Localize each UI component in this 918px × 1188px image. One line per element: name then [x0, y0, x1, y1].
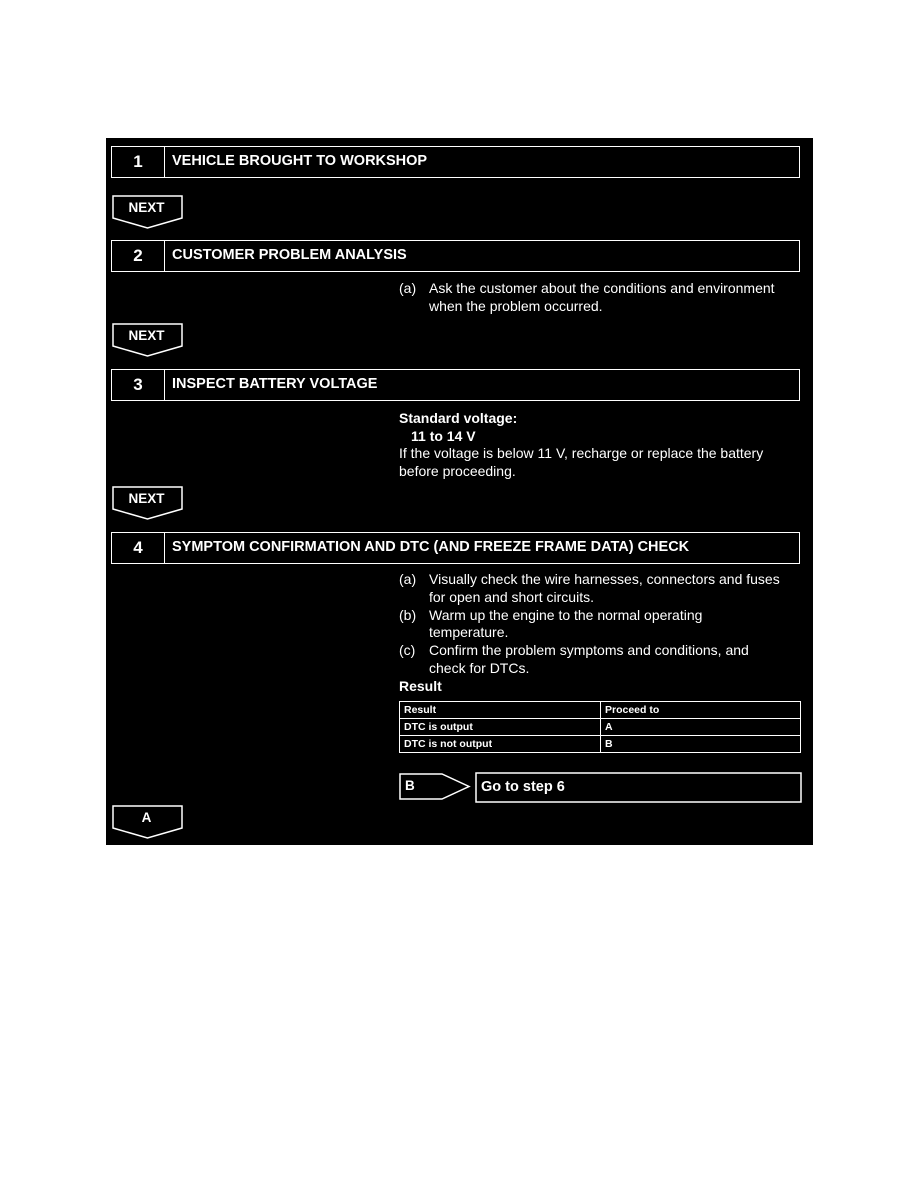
table-cell: A	[601, 719, 801, 736]
table-header: Result	[400, 702, 601, 719]
next-label: NEXT	[128, 328, 165, 343]
item-text: Confirm the problem symptoms and conditions, and	[429, 642, 749, 658]
next-arrow	[112, 323, 183, 357]
step-number: 1	[112, 147, 165, 177]
branch-arrow-icon	[399, 772, 802, 804]
table-header-row	[400, 702, 801, 719]
item-label: (a)	[399, 571, 417, 587]
standard-voltage-heading: Standard voltage:	[399, 410, 518, 426]
diagnostic-flowchart	[106, 138, 813, 845]
instruction-text: before proceeding.	[399, 463, 516, 479]
item-text: temperature.	[429, 624, 509, 640]
item-text: Visually check the wire harnesses, connectors and fuses	[429, 571, 780, 587]
branch-label: B	[405, 778, 415, 793]
table-cell: B	[601, 736, 801, 753]
item-text: Ask the customer about the conditions and environment	[429, 280, 775, 296]
result-heading: Result	[399, 678, 442, 694]
next-arrow	[112, 195, 183, 229]
table-row	[400, 736, 801, 753]
step-number: 4	[112, 533, 165, 563]
table-header: Proceed to	[601, 702, 801, 719]
step-4-header	[111, 532, 800, 564]
continue-label: A	[141, 810, 152, 825]
item-text: Warm up the engine to the normal operating	[429, 607, 703, 623]
step-number: 2	[112, 241, 165, 271]
step-title: CUSTOMER PROBLEM ANALYSIS	[172, 247, 407, 263]
step-title: VEHICLE BROUGHT TO WORKSHOP	[172, 153, 428, 169]
table-cell: DTC is output	[400, 719, 601, 736]
item-label: (a)	[399, 280, 417, 296]
next-arrow	[112, 486, 183, 520]
table-cell: DTC is not output	[400, 736, 601, 753]
branch-b-go-to-step	[399, 772, 802, 804]
branch-target-text: Go to step 6	[481, 779, 565, 795]
item-text: check for DTCs.	[429, 660, 530, 676]
next-label: NEXT	[128, 200, 165, 215]
step-2-header	[111, 240, 800, 272]
continue-a-arrow	[112, 805, 183, 839]
item-label: (c)	[399, 642, 416, 658]
standard-voltage-value: 11 to 14 V	[411, 428, 476, 444]
step-title: INSPECT BATTERY VOLTAGE	[172, 376, 378, 392]
step-number: 3	[112, 370, 165, 400]
next-label: NEXT	[128, 491, 165, 506]
table-row	[400, 719, 801, 736]
item-label: (b)	[399, 607, 417, 623]
item-text: for open and short circuits.	[429, 589, 594, 605]
result-table	[399, 701, 801, 753]
step-title: SYMPTOM CONFIRMATION AND DTC (AND FREEZE FRAME DATA) CHECK	[172, 539, 690, 555]
instruction-text: If the voltage is below 11 V, recharge or replace the battery	[399, 445, 764, 461]
step-3-header	[111, 369, 800, 401]
item-text: when the problem occurred.	[429, 298, 603, 314]
step-1-header	[111, 146, 800, 178]
